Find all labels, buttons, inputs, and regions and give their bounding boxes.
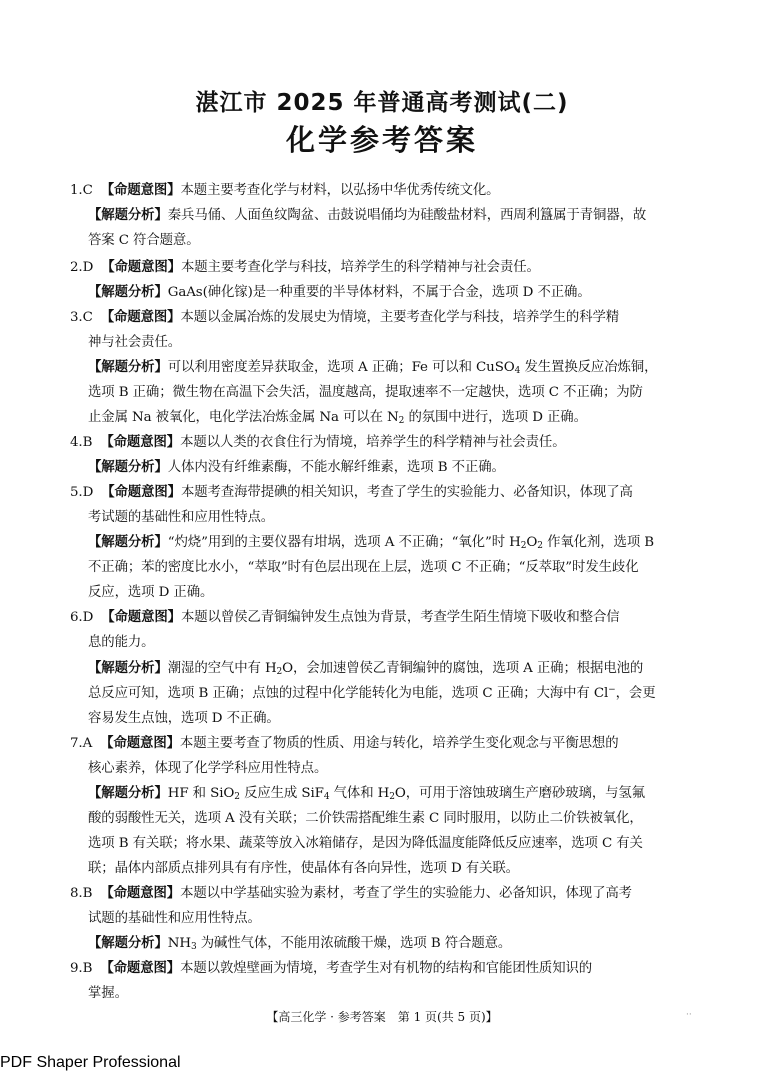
- intent-tag: 【命题意图】: [101, 485, 181, 500]
- question-number: 2.D: [70, 260, 94, 275]
- intent-tag: 【命题意图】: [100, 736, 180, 751]
- question-3-intent-cont: 神与社会责任。: [88, 335, 182, 350]
- watermark-text: PDF Shaper Professional: [0, 1054, 181, 1071]
- intent-tag: 【命题意图】: [100, 183, 181, 198]
- question-8-intent-cont: 试题的基础性和应用性特点。: [88, 911, 261, 926]
- question-5-analysis-cont: 不正确；苯的密度比水小，“萃取”时有色层出现在上层，选项 C 不正确；“反萃取”时发生歧化: [88, 560, 639, 575]
- question-7-intent-cont: 核心素养，体现了化学学科应用性特点。: [88, 761, 328, 776]
- question-6-analysis-cont-2: 容易发生点蚀，选项 D 不正确。: [88, 711, 280, 726]
- question-1-analysis: 【解题分析】秦兵马俑、人面鱼纹陶盆、击鼓说唱俑均为硅酸盐材料，西周利簋属于青铜器，故: [88, 208, 647, 223]
- question-5-analysis-cont-2: 反应，选项 D 正确。: [88, 585, 214, 600]
- intent-tag: 【命题意图】: [100, 435, 181, 450]
- question-7-analysis-cont-3: 联；晶体内部质点排列具有有序性，使晶体有各向异性，选项 D 有关联。: [88, 861, 519, 876]
- question-6-intent-cont: 息的能力。: [88, 635, 155, 650]
- question-7-intent: 7.A 【命题意图】本题主要考查了物质的性质、用途与转化，培养学生变化观念与平衡思想的: [70, 736, 619, 751]
- question-number: 4.B: [70, 435, 93, 450]
- question-1-intent: 1.C 【命题意图】本题主要考查化学与材料，以弘扬中华优秀传统文化。: [70, 183, 500, 198]
- analysis-tag: 【解题分析】: [88, 360, 168, 375]
- question-3-analysis-cont: 选项 B 正确；微生物在高温下会失活，温度越高，提取速率不一定越快，选项 C 不正确；为防: [88, 385, 643, 400]
- analysis-tag: 【解题分析】: [88, 936, 168, 951]
- question-6-analysis: 【解题分析】潮湿的空气中有 $H_2O$，会加速曾侯乙青铜编钟的腐蚀，选项 A 正确；根据电池的: [88, 661, 644, 677]
- question-6-analysis-cont: 总反应可知，选项 B 正确；点蚀的过程中化学能转化为电能，选项 C 正确；大海中有 Cl−，会更: [88, 685, 656, 701]
- question-number: 9.B: [70, 961, 93, 976]
- intent-tag: 【命题意图】: [101, 610, 181, 625]
- question-8-intent: 8.B 【命题意图】本题以中学基础实验为素材，考查了学生的实验能力、必备知识，体现了高考: [70, 886, 632, 901]
- question-number: 5.D: [70, 485, 94, 500]
- intent-tag: 【命题意图】: [100, 961, 181, 976]
- intent-tag: 【命题意图】: [100, 886, 181, 901]
- page-subtitle: 化学参考答案: [285, 123, 478, 157]
- question-number: 6.D: [70, 610, 94, 625]
- page-title: 湛江市 2025 年普通高考测试(二): [195, 90, 569, 116]
- question-5-analysis: 【解题分析】“灼烧”用到的主要仪器有坩埚，选项 A 不正确；“氧化”时 $H_2O_2$ 作氧化剂，选项 B: [88, 535, 655, 551]
- question-3-analysis: 【解题分析】可以利用密度差异获取金，选项 A 正确；Fe 可以和 CuSO$_4$ 发生置换反应冶炼铜，: [88, 360, 658, 376]
- question-2-intent: 2.D 【命题意图】本题主要考查化学与科技，培养学生的科学精神与社会责任。: [70, 260, 540, 275]
- question-1-analysis-cont: 答案 C 符合题意。: [88, 233, 200, 248]
- question-2-analysis: 【解题分析】GaAs(砷化镓)是一种重要的半导体材料，不属于合金，选项 D 不正确。: [88, 285, 591, 300]
- question-6-intent: 6.D 【命题意图】本题以曾侯乙青铜编钟发生点蚀为背景，考查学生陌生情境下吸收和整合信: [70, 610, 620, 625]
- question-9-intent-cont: 掌握。: [88, 986, 128, 1001]
- question-8-analysis: 【解题分析】$NH_3$ 为碱性气体，不能用浓硫酸干燥，选项 B 符合题意。: [88, 936, 512, 952]
- page-footer: 【高三化学 · 参考答案 第 1 页(共 5 页)】: [266, 1010, 498, 1024]
- page-mark: ··: [686, 1010, 692, 1020]
- intent-tag: 【命题意图】: [100, 310, 181, 325]
- question-9-intent: 9.B 【命题意图】本题以敦煌壁画为情境，考查学生对有机物的结构和官能团性质知识的: [70, 961, 593, 976]
- question-4-analysis: 【解题分析】人体内没有纤维素酶，不能水解纤维素，选项 B 不正确。: [88, 460, 505, 475]
- analysis-tag: 【解题分析】: [88, 208, 168, 223]
- question-3-analysis-cont-2: 止金属 Na 被氧化，电化学法冶炼金属 Na 可以在 $N_2$ 的氛围中进行，选项 D 正确。: [88, 410, 587, 426]
- analysis-tag: 【解题分析】: [88, 285, 168, 300]
- question-5-intent: 5.D 【命题意图】本题考查海带提碘的相关知识，考查了学生的实验能力、必备知识，体现了高: [70, 485, 633, 500]
- question-number: 8.B: [70, 886, 93, 901]
- question-number: 7.A: [70, 736, 93, 751]
- analysis-tag: 【解题分析】: [88, 661, 168, 676]
- question-7-analysis-cont-2: 选项 B 有关联；将水果、蔬菜等放入冰箱储存，是因为降低温度能降低反应速率，选项 C 有关: [88, 836, 643, 851]
- intent-tag: 【命题意图】: [101, 260, 181, 275]
- question-5-intent-cont: 考试题的基础性和应用性特点。: [88, 510, 275, 525]
- question-number: 3.C: [70, 310, 93, 325]
- analysis-tag: 【解题分析】: [88, 786, 168, 801]
- question-4-intent: 4.B 【命题意图】本题以人类的衣食住行为情境，培养学生的科学精神与社会责任。: [70, 435, 566, 450]
- question-3-intent: 3.C 【命题意图】本题以金属冶炼的发展史为情境，主要考查化学与科技，培养学生的科学精: [70, 310, 620, 325]
- analysis-tag: 【解题分析】: [88, 535, 168, 550]
- analysis-tag: 【解题分析】: [88, 460, 168, 475]
- question-7-analysis: 【解题分析】HF 和 SiO$_2$ 反应生成 SiF$_4$ 气体和 $H_2O$，可用于溶蚀玻璃生产磨砂玻璃，与氢氟: [88, 786, 645, 802]
- question-number: 1.C: [70, 183, 93, 198]
- question-7-analysis-cont: 酸的弱酸性无关，选项 A 没有关联；二价铁需搭配维生素 C 同时服用，以防止二价铁被氧化，: [88, 811, 643, 826]
